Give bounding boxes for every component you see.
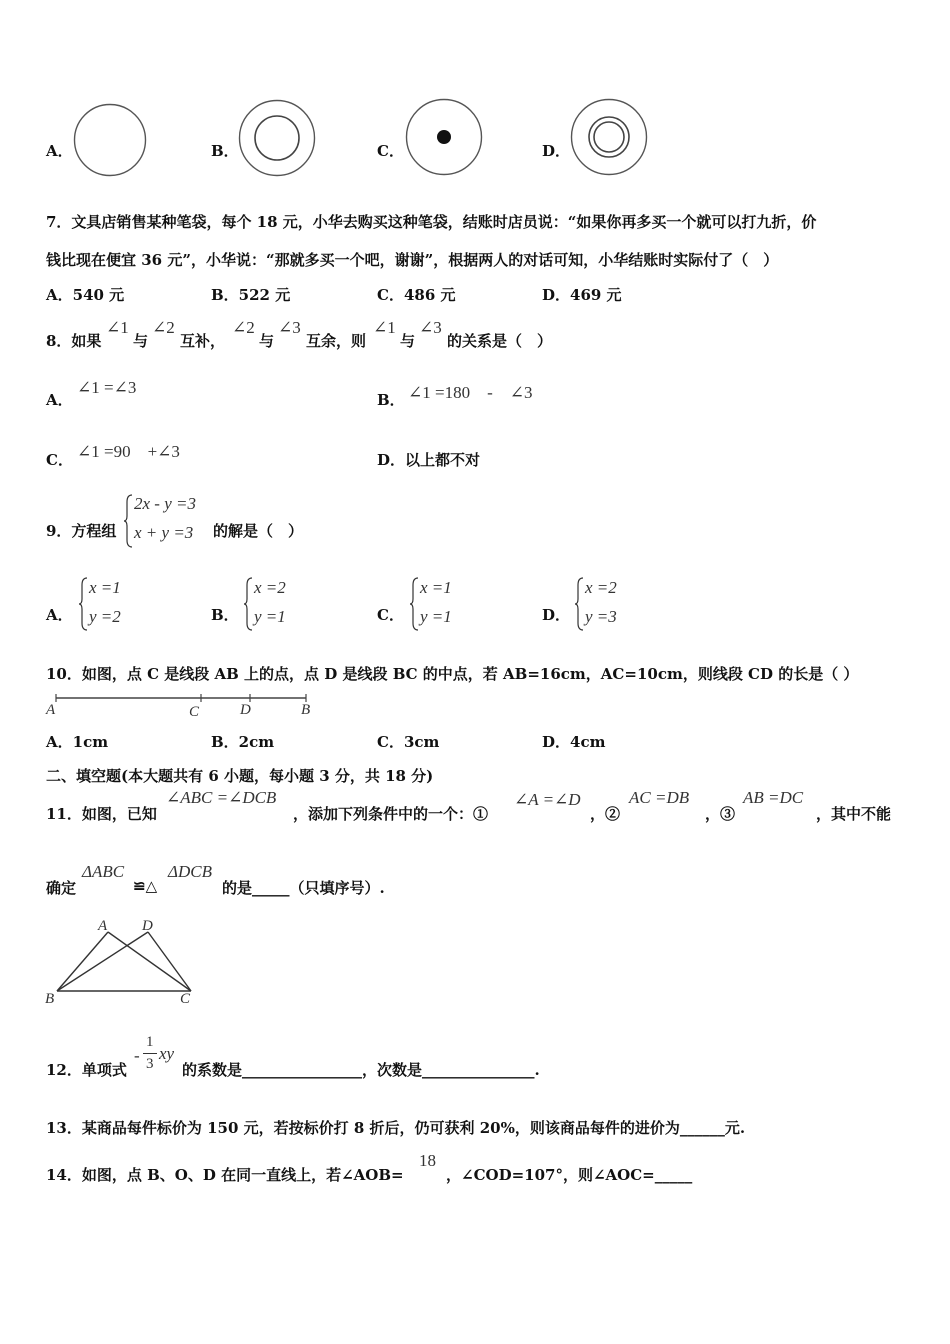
q8-option-a-expr: ∠1 =∠3 [77,378,137,397]
q9-system-brace [124,494,134,548]
q9-option-b-label: B． [211,606,239,624]
q6-option-a-label: A． [46,142,73,160]
q6-figure-b [238,99,316,177]
q11-congruent-symbol: ≌△ [133,877,158,895]
q9-label: 9．方程组 [46,522,117,540]
q8-angle-2b: ∠2 [232,318,255,337]
q9-option-d-x: x =2 [585,578,617,597]
q12-minus: - [134,1046,140,1065]
q9-option-d-y: y =3 [585,607,617,626]
q9-equation-2: x + y =3 [134,523,194,542]
q9-option-d-brace [575,577,585,631]
q12-variables: xy [159,1044,175,1063]
q11-sep-3: ，③ [705,805,736,823]
q8-text-complement: 互余，则 [306,332,367,350]
q8-angle-3b: ∠3 [419,318,442,337]
q8-text-and-1: 与 [133,332,149,350]
q12-tail: 的系数是________________，次数是_______________. [182,1061,540,1079]
q10-point-c: C [189,704,200,720]
q11-condition-1: ∠A =∠D [514,790,581,809]
q6-figure-a [73,103,147,177]
q9-option-c-brace [410,577,420,631]
q7-option-b: B．522 元 [211,286,291,304]
q12-fraction-bar [143,1053,157,1054]
q11-condition-2: AC =DB [629,788,690,807]
q11-label-c: C [180,991,191,1007]
q8-angle-1: ∠1 [106,318,129,337]
q9-option-b-y: y =1 [254,607,286,626]
q9-equation-1: 2x - y =3 [134,494,196,513]
q10-segment-figure [44,690,314,720]
q8-option-c-expr: ∠1 =90 +∠3 [77,442,180,461]
q12-denominator: 3 [146,1056,154,1072]
q9-option-b-x: x =2 [254,578,286,597]
q7-option-a: A．540 元 [46,286,125,304]
q6-figure-d [570,98,648,176]
q11-given-condition: ∠ABC =∠DCB [166,788,277,807]
q8-option-c-label: C． [46,451,73,469]
q9-option-c-x: x =1 [420,578,452,597]
q8-text-relation: 的关系是（ ） [447,332,553,350]
q8-number: 8．如果 [46,332,102,350]
q8-angle-3: ∠3 [278,318,301,337]
q9-option-d-label: D． [542,606,571,624]
q8-option-d: D．以上都不对 [377,451,481,469]
q9-option-c-y: y =1 [420,607,452,626]
q12-numerator: 1 [146,1034,154,1050]
q8-angle-2: ∠2 [152,318,175,337]
q11-end-text: ，其中不能 [816,805,892,823]
q8-text-and-3: 与 [400,332,416,350]
q8-option-a-label: A． [46,391,73,409]
q11-triangle-1: ΔABC [82,862,125,881]
q9-option-b-brace [244,577,254,631]
q9-option-a-label: A． [46,606,73,624]
q8-text-supplement: 互补， [180,332,226,350]
q10-point-a: A [46,702,56,718]
q6-option-b-label: B． [211,142,239,160]
q7-option-d: D．469 元 [542,286,622,304]
q11-line2-start: 确定 [46,879,77,897]
q11-number: 11．如图，已知 [46,805,157,823]
q6-option-d-label: D． [542,142,571,160]
q13-text: 13．某商品每件标价为 150 元，若按标价打 8 折后，仍可获利 20%，则该商品每件的进价为______元. [46,1119,746,1137]
section-2-heading: 二、填空题(本大题共有 6 小题，每小题 3 分，共 18 分) [46,767,434,785]
q9-option-a-y: y =2 [89,607,121,626]
q6-figure-c [405,98,483,176]
q8-angle-1b: ∠1 [373,318,396,337]
q9-option-a-brace [79,577,89,631]
q9-tail: 的解是（ ） [213,522,304,540]
q11-line2-end: 的是_____（只填序号）. [222,879,385,897]
q10-option-b: B．2cm [211,733,275,751]
q9-option-c-label: C． [377,606,404,624]
q10-point-d: D [240,702,251,718]
q8-option-b-expr: ∠1 =180 - ∠3 [408,383,533,402]
q11-label-a: A [98,918,108,934]
q7-text-line2: 钱比现在便宜 36 元”，小华说：“那就多买一个吧，谢谢”，根据两人的对话可知，小华结账时实际付了（ ） [46,251,779,269]
q11-condition-3: AB =DC [743,788,804,807]
q6-option-c-label: C． [377,142,404,160]
q11-sep-2: ，② [590,805,621,823]
q11-label-d: D [142,918,153,934]
q10-point-b: B [301,702,311,718]
q14-angle-value: 18 [419,1151,436,1170]
q8-option-b-label: B． [377,391,405,409]
q12-label: 12．单项式 [46,1061,127,1079]
q10-option-c: C．3cm [377,733,440,751]
q8-text-and-2: 与 [259,332,275,350]
q10-option-a: A．1cm [46,733,109,751]
q10-option-d: D．4cm [542,733,606,751]
q11-mid-text: ，添加下列条件中的一个：① [293,805,489,823]
q7-option-c: C．486 元 [377,286,456,304]
q14-text-a: 14．如图，点 B、O、D 在同一直线上，若∠AOB= [46,1166,404,1184]
q9-option-a-x: x =1 [89,578,121,597]
q11-triangle-figure [44,915,204,1007]
q7-text-line1: 7．文具店销售某种笔袋，每个 18 元，小华去购买这种笔袋，结账时店员说：“如果你再多买一个就可以打九折，价 [46,213,817,231]
q11-triangle-2: ΔDCB [168,862,212,881]
q10-text: 10．如图，点 C 是线段 AB 上的点，点 D 是线段 BC 的中点，若 AB=16cm，AC=10cm，则线段 CD 的长是（ ） [46,665,859,683]
q11-label-b: B [45,991,55,1007]
q14-text-b: ，∠COD=107°，则∠AOC=_____ [446,1166,693,1184]
